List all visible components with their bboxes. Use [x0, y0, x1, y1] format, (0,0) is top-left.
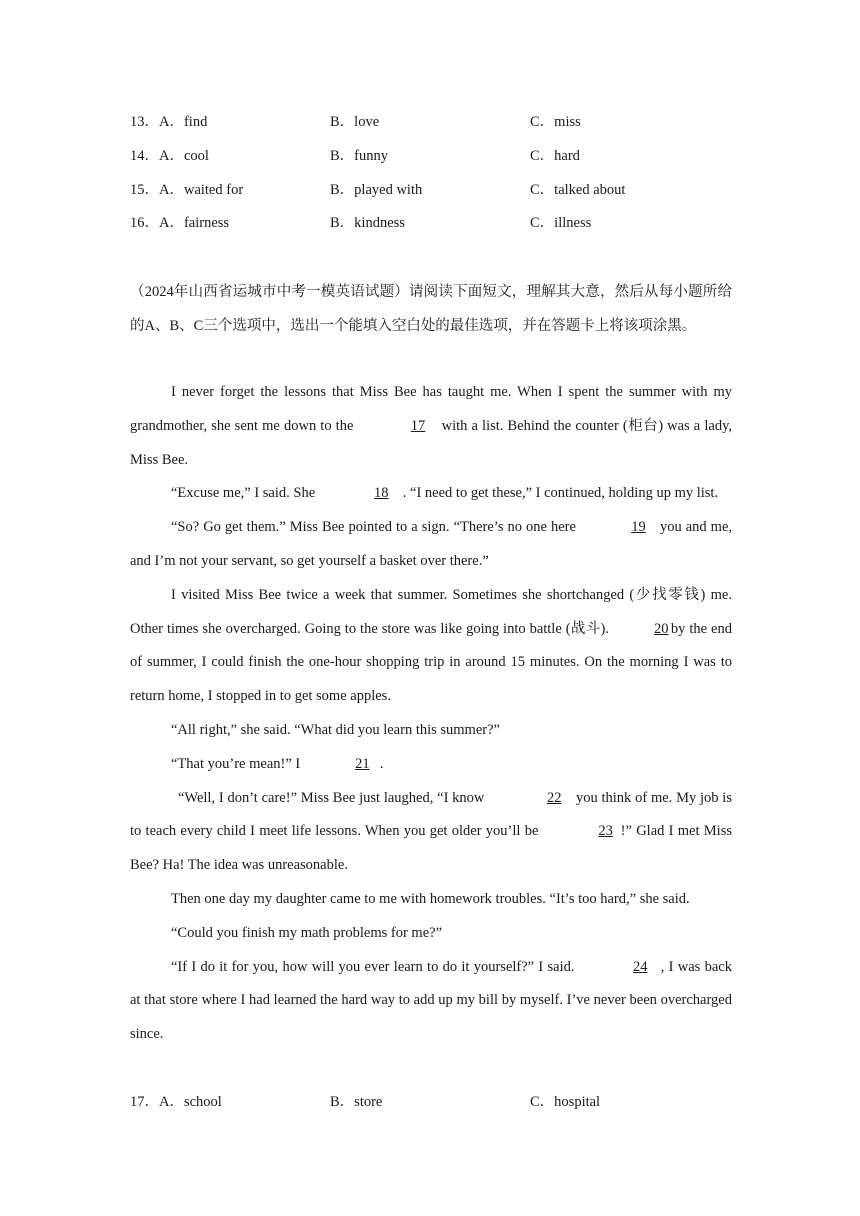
- question-15-options: [130, 180, 750, 200]
- option-b[interactable]: B．love: [330, 114, 380, 130]
- option-a[interactable]: 15．A．waited for: [130, 182, 244, 198]
- paragraph-1: I never forget the lessons that Miss Bee has taught me. When I spent the summer with my grandmother, she sent me down to the 17 with a list. Behind the counter (柜台) was a lady, Miss Bee.: [130, 384, 732, 468]
- question-14-options: [130, 146, 750, 166]
- paragraph-9: “Could you finish my math problems for me?”: [171, 924, 443, 941]
- blank-24[interactable]: 24: [633, 958, 648, 975]
- option-a[interactable]: 17．A．school: [130, 1094, 222, 1110]
- option-c[interactable]: C．hard: [530, 148, 580, 164]
- paragraph-5: “All right,” she said. “What did you learn this summer?”: [171, 721, 500, 738]
- blank-17[interactable]: 17: [410, 417, 426, 434]
- option-b[interactable]: B．funny: [330, 148, 388, 164]
- blank-21[interactable]: 21: [355, 755, 370, 772]
- section-instructions: [130, 276, 732, 344]
- question-13-options: [130, 112, 750, 132]
- paragraph-8: Then one day my daughter came to me with homework troubles. “It’s too hard,” she said.: [171, 890, 690, 907]
- paragraph-3: “So? Go get them.” Miss Bee pointed to a sign. “There’s no one here 19 you and me, and I’m not your servant, so get yourself a basket over there.”: [130, 511, 732, 579]
- blank-23[interactable]: 23: [598, 823, 613, 840]
- paragraph-6: “That you’re mean!” I 21 .: [130, 748, 732, 782]
- paragraph-4: I visited Miss Bee twice a week that summer. Sometimes she shortchanged (少找零钱) me. Other times she overcharged. Going to the store was like going into battle (战斗). 20 by the end of summer, I could finish the one-hour shopping trip in around 15 minutes. On the morning I was to return home, I stopped in to get some apples.: [130, 586, 732, 705]
- instructions-text: （2024年山西省运城市中考一模英语试题）请阅读下面短文，理解其大意，然后从每小题所给的A、B、C三个选项中，选出一个能填入空白处的最佳选项，并在答题卡上将该项涂黑。: [130, 284, 732, 334]
- option-b[interactable]: B．played with: [330, 182, 423, 198]
- option-c[interactable]: C．talked about: [530, 182, 626, 198]
- question-17-options: [130, 1092, 750, 1112]
- question-16-options: [130, 213, 750, 233]
- option-a[interactable]: 16．A．fairness: [130, 215, 230, 231]
- blank-20[interactable]: 20: [653, 620, 669, 637]
- blank-18[interactable]: 18: [374, 485, 389, 502]
- option-b[interactable]: B．kindness: [330, 215, 405, 231]
- option-c[interactable]: C．hospital: [530, 1094, 601, 1110]
- option-a[interactable]: 13．A．find: [130, 114, 208, 130]
- option-a[interactable]: 14．A．cool: [130, 148, 209, 164]
- paragraph-7: “Well, I don’t care!” Miss Bee just laughed, “I know 22 you think of me. My job is to teach every child I meet life lessons. When you get older you’ll be 23 !” Glad I met Miss Bee? Ha! The idea was unreasonable.: [130, 782, 732, 883]
- option-c[interactable]: C．miss: [530, 114, 581, 130]
- reading-passage: [130, 376, 732, 1052]
- blank-19[interactable]: 19: [631, 519, 646, 536]
- option-b[interactable]: B．store: [330, 1094, 383, 1110]
- option-c[interactable]: C．illness: [530, 215, 592, 231]
- blank-22[interactable]: 22: [546, 789, 562, 806]
- paragraph-10: “If I do it for you, how will you ever learn to do it yourself?” I said. 24 , I was back at that store where I had learned the hard way to add up my bill by myself. I’ve never been overcharged since.: [130, 951, 732, 1052]
- paragraph-2: “Excuse me,” I said. She 18 . “I need to get these,” I continued, holding up my list.: [130, 477, 732, 511]
